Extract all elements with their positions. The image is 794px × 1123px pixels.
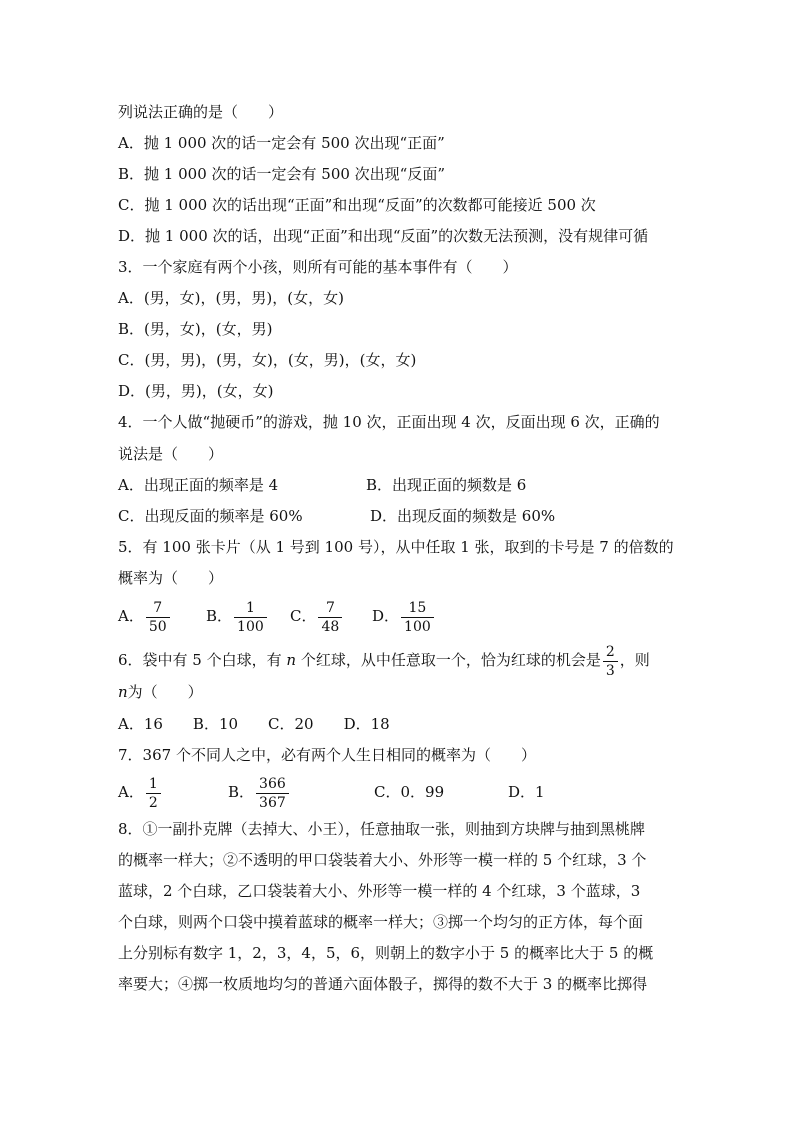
q4-options-row-1 [118, 470, 526, 501]
q3-option-b: B．(男，女)，(女，男) [118, 320, 273, 338]
q5-option-b: B． $\frac{1}{100}$ [206, 596, 290, 636]
q7-option-a: A． $\frac{1}{2}$ [118, 772, 228, 812]
question-2-stem-tail: 列说法正确的是（ ） [118, 103, 284, 121]
question-4-stem: 4．一个人做“抛硬币”的游戏，抛 10 次，正面出现 4 次，反面出现 6 次，正确的 [118, 413, 660, 431]
question-8-stem-cont-5: 率要大；④掷一枚质地均匀的普通六面体骰子，掷得的数不大于 3 的概率比掷得 [118, 975, 648, 993]
fraction: $\frac{1}{100}$ [234, 599, 267, 636]
question-4-stem-cont: 说法是（ ） [118, 445, 224, 463]
q7-option-d: D．1 [508, 783, 545, 801]
q3-option-d: D．(男，男)，(女，女) [118, 382, 274, 400]
q7-option-b: B． $\frac{366}{367}$ [228, 772, 374, 812]
q5-option-d: D． $\frac{15}{100}$ [372, 596, 436, 636]
q7-option-c: C．0．99 [374, 783, 445, 801]
q6-options-row: A．16 B．10 C．20 D．18 [118, 715, 390, 733]
question-6-stem: 6．袋中有 5 个白球，有 n 个红球，从中任意取一个，恰为红球的机会是 $\frac{2}{3}$ ，则 [118, 643, 650, 679]
question-5-stem-cont: 概率为（ ） [118, 569, 224, 587]
question-5-stem: 5．有 100 张卡片（从 1 号到 100 号），从中任取 1 张，取到的卡号是 7 的倍数的 [118, 538, 674, 556]
question-3-stem: 3．一个家庭有两个小孩，则所有可能的基本事件有（ ） [118, 258, 518, 276]
question-8-stem-cont-1: 的概率一样大；②不透明的甲口袋装着大小、外形等一模一样的 5 个红球，3 个 [118, 851, 647, 869]
q4-options-row-2 [118, 501, 555, 532]
q5-options-row [118, 596, 436, 636]
q2-option-c: C．抛 1 000 次的话出现“正面”和出现“反面”的次数都可能接近 500 次 [118, 196, 596, 214]
q2-option-a: A．抛 1 000 次的话一定会有 500 次出现“正面” [118, 134, 445, 152]
fraction: $\frac{15}{100}$ [401, 599, 434, 636]
fraction: $\frac{366}{367}$ [256, 775, 289, 812]
question-7-stem: 7．367 个不同人之中，必有两个人生日相同的概率为（ ） [118, 746, 536, 764]
q5-option-c: C． $\frac{7}{48}$ [290, 596, 372, 636]
q4-option-c: C．出现反面的频率是 60% [118, 507, 303, 525]
q3-option-c: C．(男，男)，(男，女)，(女，男)，(女，女) [118, 351, 417, 369]
q3-option-a: A．(男，女)，(男，男)，(女，女) [118, 289, 344, 307]
fraction: $\frac{7}{48}$ [318, 599, 342, 636]
q7-options-row [118, 772, 545, 812]
fraction: $\frac{2}{3}$ [603, 643, 618, 680]
question-8-stem-cont-3: 个白球，则两个口袋中摸着蓝球的概率一样大；③掷一个均匀的正方体，每个面 [118, 913, 644, 931]
q2-option-d: D．抛 1 000 次的话，出现“正面”和出现“反面”的次数无法预测，没有规律可循 [118, 227, 649, 245]
q5-option-a: A． $\frac{7}{50}$ [118, 596, 206, 636]
q4-option-b: B．出现正面的频数是 6 [366, 476, 527, 494]
q4-option-d: D．出现反面的频数是 60% [370, 507, 556, 525]
question-6-stem-cont: n为（ ） [118, 683, 203, 701]
question-8-stem-cont-4: 上分别标有数字 1，2，3，4，5，6，则朝上的数字小于 5 的概率比大于 5 的概 [118, 944, 654, 962]
question-8-stem: 8．①一副扑克牌（去掉大、小王），任意抽取一张，则抽到方块牌与抽到黑桃牌 [118, 820, 646, 838]
fraction: $\frac{1}{2}$ [146, 775, 161, 812]
question-8-stem-cont-2: 蓝球，2 个白球，乙口袋装着大小、外形等一模一样的 4 个红球，3 个蓝球，3 [118, 882, 641, 900]
q2-option-b: B．抛 1 000 次的话一定会有 500 次出现“反面” [118, 165, 446, 183]
fraction: $\frac{7}{50}$ [146, 599, 170, 636]
q4-option-a: A．出现正面的频率是 4 [118, 476, 279, 494]
